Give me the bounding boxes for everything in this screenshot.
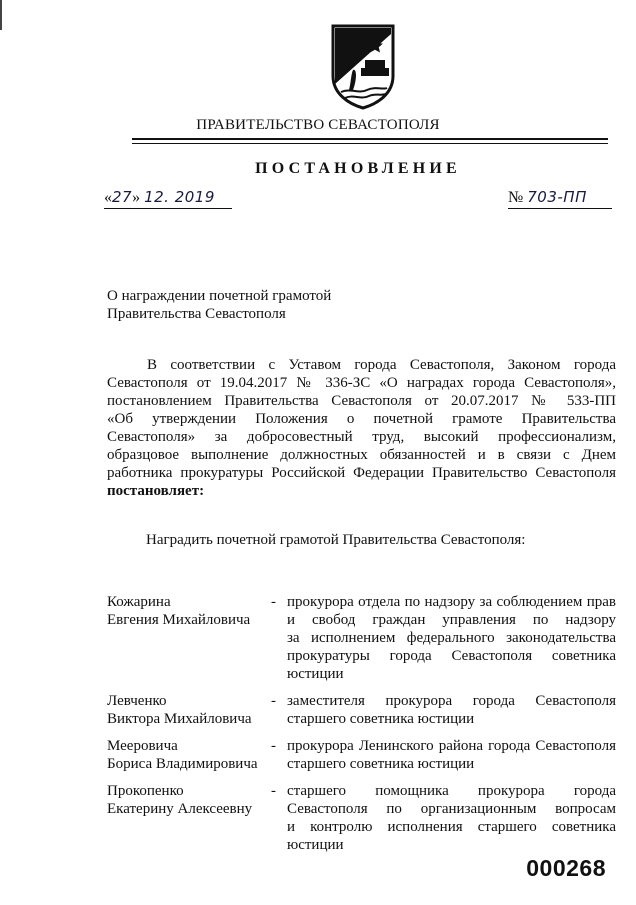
awardee-dash: -: [271, 693, 276, 709]
awardee-row: [107, 692, 616, 728]
preamble-paragraph: [107, 356, 616, 500]
subject-line-2: Правительства Севастополя: [107, 306, 286, 322]
serial-number: 000268: [526, 855, 606, 881]
awardee-surname: Кожарина: [107, 594, 171, 610]
awardee-position: [287, 593, 616, 683]
awardee-dash: -: [271, 594, 276, 610]
awardee-row: [107, 782, 616, 854]
preamble-line: постановлением Правительства Севастополя от 20.07.2017 № 533-ПП: [107, 393, 616, 409]
preamble-line: В соответствии с Уставом города Севастополя, Законом города: [147, 357, 616, 373]
sevastopol-coat-of-arms-icon: [331, 24, 395, 110]
position-line: и контролю исполнения старшего советника: [287, 819, 616, 835]
awardee-list: [107, 593, 616, 863]
position-line: Севастополя по организационным вопросам: [287, 801, 616, 817]
header-rule-thin: [132, 143, 608, 144]
awardee-name: [107, 737, 271, 773]
position-line: прокурора Ленинского района города Севастополя: [287, 738, 616, 754]
date-month-year: 12. 2019: [144, 188, 215, 206]
awardee-surname: Левченко: [107, 693, 167, 709]
awardee-surname: Прокопенко: [107, 783, 184, 799]
awardee-name: [107, 782, 271, 854]
preamble-line: Севастополя от 19.04.2017 № 336-ЗС «О наградах города Севастополя»,: [107, 375, 616, 391]
position-line: старшего советника юстиции: [287, 756, 475, 772]
position-line: прокуратуры города Севастополя советника: [287, 648, 616, 664]
date-close-quote: »: [132, 189, 141, 206]
awardee-given-names: Виктора Михайловича: [107, 711, 252, 727]
awardee-dash: -: [271, 783, 276, 799]
awardee-given-names: Екатерину Алексеевну: [107, 801, 253, 817]
preamble-resolves: [107, 482, 616, 500]
resolves-word: постановляет:: [107, 483, 205, 499]
awardee-name: [107, 692, 271, 728]
position-line: прокурора отдела по надзору за соблюдением прав: [287, 594, 616, 610]
number-sign: №: [508, 189, 524, 206]
awardee-row: [107, 737, 616, 773]
document-number: [508, 188, 612, 209]
document-date: [104, 188, 232, 209]
awardee-surname: Мееровича: [107, 738, 178, 754]
document-subject: [107, 287, 331, 323]
awardee-position: [287, 737, 616, 773]
position-line: старшего помощника прокурора города: [287, 783, 616, 799]
position-line: юстиции: [287, 837, 344, 853]
position-line: юстиции: [287, 666, 344, 682]
preamble-line: работника прокуратуры Российской Федерации Правительство Севастополя: [107, 465, 616, 481]
award-order: Наградить почетной грамотой Правительства Севастополя:: [146, 532, 526, 548]
position-line: старшего советника юстиции: [287, 711, 475, 727]
awardee-position: [287, 692, 616, 728]
government-title: ПРАВИТЕЛЬСТВО СЕВАСТОПОЛЯ: [196, 117, 440, 133]
awardee-given-names: Евгения Михайловича: [107, 612, 251, 628]
position-line: заместителя прокурора города Севастополя: [287, 693, 616, 709]
preamble-line: образцовое выполнение должностных обязанностей и в связи с Днем: [107, 447, 616, 463]
document-type-title: ПОСТАНОВЛЕНИЕ: [255, 160, 461, 177]
date-day: 27: [112, 188, 133, 206]
preamble-line: Севастополя» за добросовестный труд, высокий профессионализм,: [107, 429, 616, 445]
date-open-quote: «: [104, 189, 112, 206]
position-line: за исполнением федерального законодательства: [287, 630, 616, 646]
awardee-given-names: Бориса Владимировича: [107, 756, 258, 772]
subject-line-1: О награждении почетной грамотой: [107, 288, 332, 304]
preamble-line: «Об утверждении Положения о почетной грамоте Правительства: [107, 411, 616, 427]
position-line: и свобод граждан управления по надзору: [287, 612, 616, 628]
awardee-position: [287, 782, 616, 854]
awardee-name: [107, 593, 271, 683]
number-value: 703-ПП: [527, 188, 587, 206]
awardee-dash: -: [271, 738, 276, 754]
scan-edge-mark: [0, 0, 2, 30]
awardee-row: [107, 593, 616, 683]
header-rule-thick: [132, 138, 608, 140]
